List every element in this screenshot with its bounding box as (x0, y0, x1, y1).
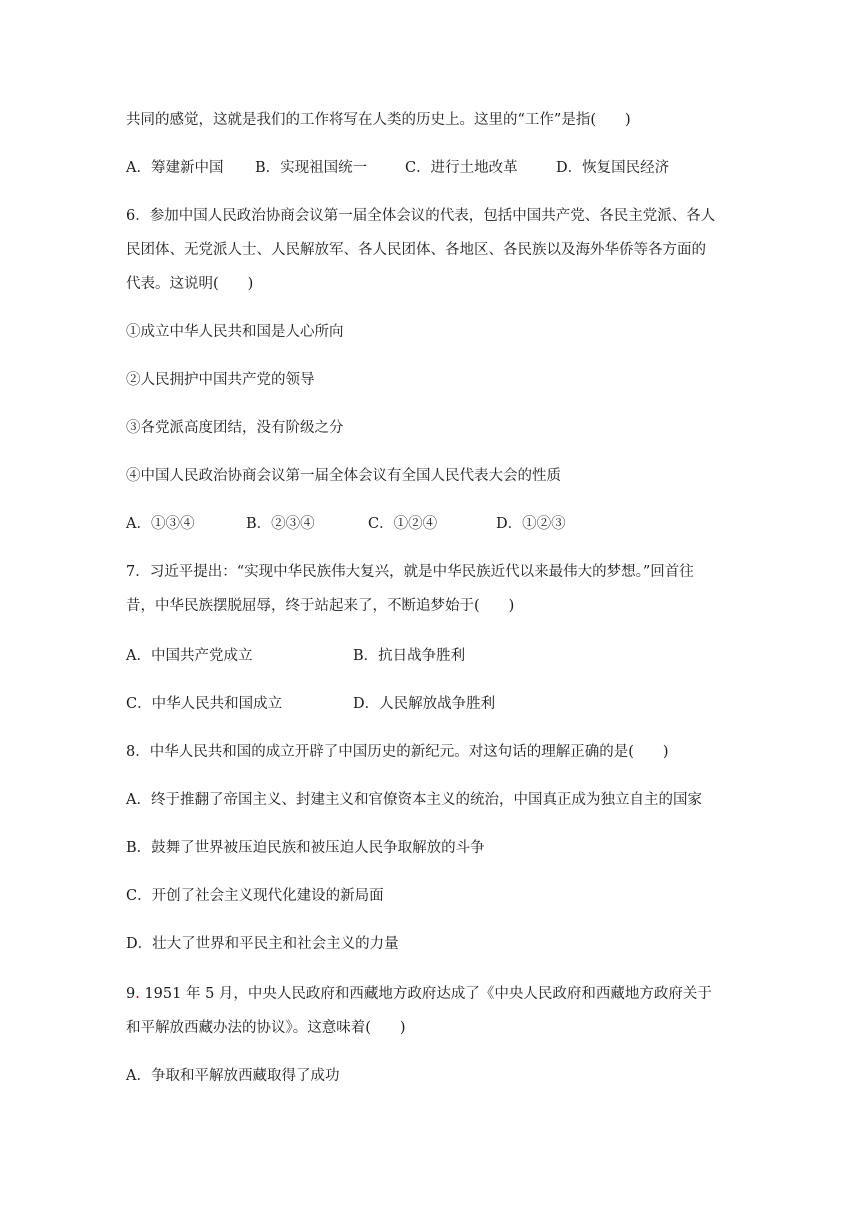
q8-stem: 8．中华人民共和国的成立开辟了中国历史的新纪元。对这句话的理解正确的是( ) (126, 744, 669, 760)
q7-options-row-2 (126, 694, 726, 714)
q6-option-a: A．①③④ (126, 516, 195, 532)
q8-option-b: B．鼓舞了世界被压迫民族和被压迫人民争取解放的斗争 (126, 840, 485, 856)
q6-options (126, 514, 726, 534)
q5-option-a: A．筹建新中国 (126, 160, 224, 176)
q5-option-d: D．恢复国民经济 (556, 160, 670, 176)
q5-stem-tail: 共同的感觉，这就是我们的工作将写在人类的历史上。这里的“工作”是指( ) (126, 112, 631, 128)
q9-number: 9 (126, 986, 136, 1002)
q5-option-c: C．进行土地改革 (405, 160, 518, 176)
q6-statement-3: ③各党派高度团结，没有阶级之分 (126, 420, 344, 436)
q6-statement-2: ②人民拥护中国共产党的领导 (126, 372, 315, 388)
q6-statement-1: ①成立中华人民共和国是人心所向 (126, 324, 344, 340)
q6-option-c: C．①②④ (368, 516, 438, 532)
q6-option-d: D．①②③ (496, 516, 566, 532)
q7-stem-line-1: 7．习近平提出：“实现中华民族伟大复兴，就是中华民族近代以来最伟大的梦想。”回首往 (126, 564, 694, 580)
q9-stem-line-2: 和平解放西藏办法的协议》。这意味着( ) (126, 1020, 406, 1036)
q9-stem-line-1-text: 1951 年 5 月，中央人民政府和西藏地方政府达成了《中央人民政府和西藏地方政府关于 (139, 986, 712, 1002)
q7-stem-line-2: 昔，中华民族摆脱屈辱，终于站起来了，不断追梦始于( ) (126, 598, 515, 614)
q9-stem-line-1 (126, 984, 712, 1004)
q7-option-b: B．抗日战争胜利 (353, 648, 466, 664)
q9-option-a: A．争取和平解放西藏取得了成功 (126, 1068, 340, 1084)
q6-stem-line-3: 代表。这说明( ) (126, 276, 254, 292)
q6-stem-line-2: 民团体、无党派人士、人民解放军、各人民团体、各地区、各民族以及海外华侨等各方面的 (126, 242, 706, 258)
q6-statement-4: ④中国人民政治协商会议第一届全体会议有全国人民代表大会的性质 (126, 468, 561, 484)
q6-option-b: B．②③④ (246, 516, 315, 532)
q8-option-a: A．终于推翻了帝国主义、封建主义和官僚资本主义的统治，中国真正成为独立自主的国家 (126, 792, 702, 808)
q8-option-c: C．开创了社会主义现代化建设的新局面 (126, 888, 384, 904)
q7-option-c: C．中华人民共和国成立 (126, 696, 283, 712)
q9-number-dot: . (135, 986, 140, 1002)
q5-options (126, 158, 726, 178)
q5-option-b: B．实现祖国统一 (255, 160, 368, 176)
q6-stem-line-1: 6．参加中国人民政治协商会议第一届全体会议的代表，包括中国共产党、各民主党派、各人 (126, 208, 716, 224)
q8-option-d: D．壮大了世界和平民主和社会主义的力量 (126, 936, 399, 952)
q7-options-row-1 (126, 646, 726, 666)
q7-option-d: D．人民解放战争胜利 (353, 696, 496, 712)
q7-option-a: A．中国共产党成立 (126, 648, 253, 664)
